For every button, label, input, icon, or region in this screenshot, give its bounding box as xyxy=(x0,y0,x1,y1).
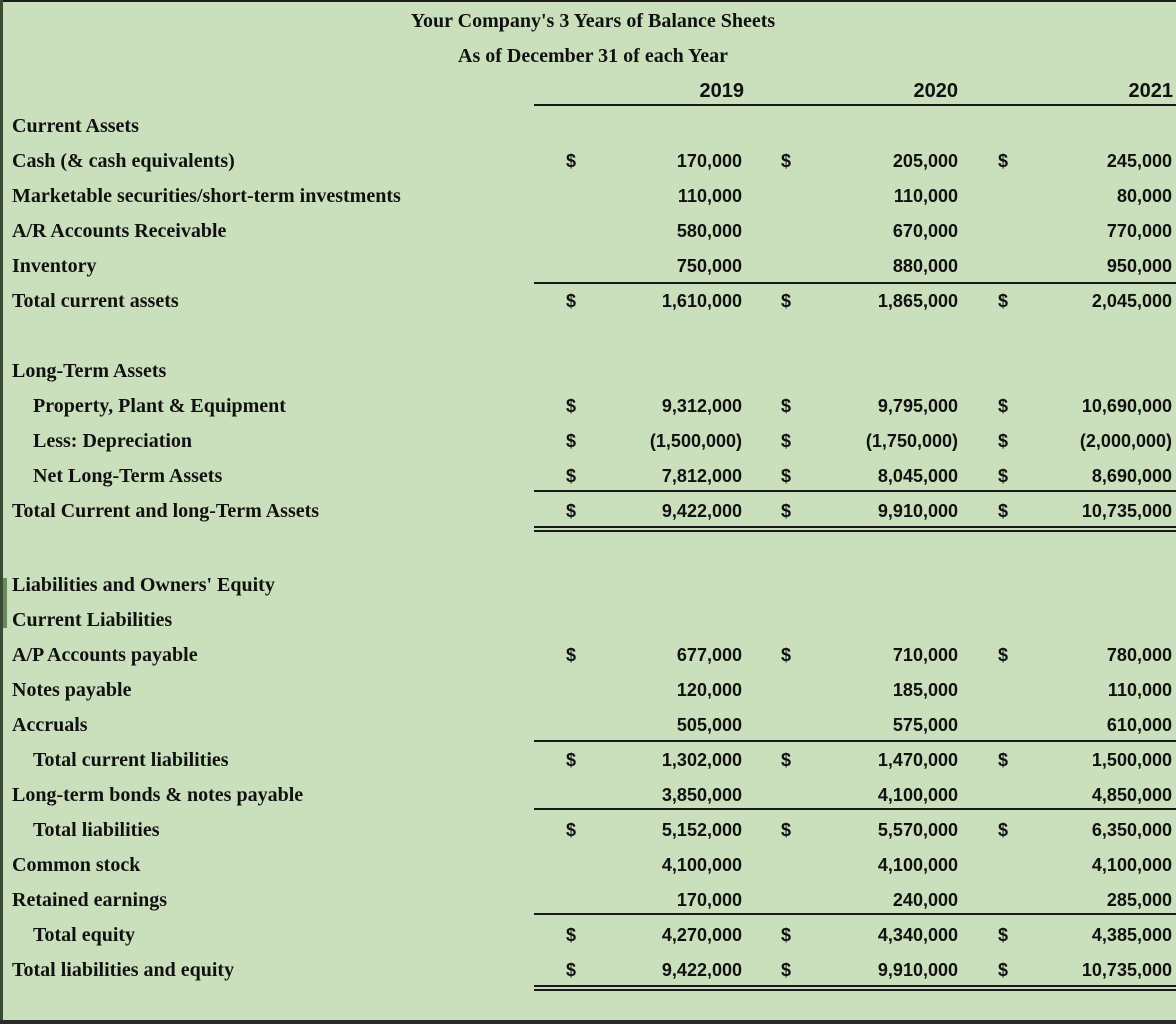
underline-rule-double xyxy=(534,989,1176,991)
cell-value: 9,910,000 xyxy=(877,960,958,980)
cell-value: 4,100,000 xyxy=(661,855,742,875)
cell-value: 240,000 xyxy=(892,890,958,910)
underline-rule xyxy=(534,740,1176,742)
left-edge xyxy=(0,0,3,1024)
cell-value: 2,045,000 xyxy=(1091,291,1172,311)
dollar-sign: $ xyxy=(998,925,1009,945)
row-label: Common stock xyxy=(12,854,141,876)
dollar-sign: $ xyxy=(998,645,1009,665)
cell-value: 670,000 xyxy=(892,221,958,241)
cell-value: 780,000 xyxy=(1106,645,1172,665)
row-label: Long-term bonds & notes payable xyxy=(12,784,304,806)
underline-rule xyxy=(534,282,1176,284)
row-label: Total equity xyxy=(33,924,136,946)
row-label: Inventory xyxy=(12,255,97,277)
year-2020: 2020 xyxy=(913,80,958,102)
row-label: Accruals xyxy=(12,714,88,736)
cell-value: 245,000 xyxy=(1106,151,1172,171)
left-accent xyxy=(3,578,7,628)
cell-value: 6,350,000 xyxy=(1091,820,1172,840)
cell-value: (1,500,000) xyxy=(649,431,742,451)
cell-value: 7,812,000 xyxy=(661,466,742,486)
cell-value: 4,100,000 xyxy=(877,785,958,805)
cell-value: 10,735,000 xyxy=(1081,960,1172,980)
cell-value: 580,000 xyxy=(676,221,742,241)
dollar-sign: $ xyxy=(566,820,577,840)
cell-value: 610,000 xyxy=(1106,715,1172,735)
dollar-sign: $ xyxy=(781,466,792,486)
row-label: Total liabilities xyxy=(33,819,160,841)
cell-value: (2,000,000) xyxy=(1079,431,1172,451)
cell-value: 4,340,000 xyxy=(877,925,958,945)
dollar-sign: $ xyxy=(781,925,792,945)
row-label: Less: Depreciation xyxy=(33,430,193,452)
row-label: Notes payable xyxy=(12,679,132,701)
row-label: A/P Accounts payable xyxy=(12,644,198,666)
cell-value: 1,470,000 xyxy=(877,750,958,770)
dollar-sign: $ xyxy=(566,431,577,451)
row-label: Current Assets xyxy=(12,115,139,137)
dollar-sign: $ xyxy=(781,151,792,171)
dollar-sign: $ xyxy=(566,925,577,945)
dollar-sign: $ xyxy=(998,501,1009,521)
cell-value: 677,000 xyxy=(676,645,742,665)
sheet-subtitle: As of December 31 of each Year xyxy=(458,45,728,67)
dollar-sign: $ xyxy=(998,466,1009,486)
cell-value: 880,000 xyxy=(892,256,958,276)
dollar-sign: $ xyxy=(566,645,577,665)
cell-value: 1,865,000 xyxy=(877,291,958,311)
dollar-sign: $ xyxy=(781,501,792,521)
cell-value: 1,610,000 xyxy=(661,291,742,311)
cell-value: 710,000 xyxy=(892,645,958,665)
underline-rule-double xyxy=(534,530,1176,532)
cell-value: 4,850,000 xyxy=(1091,785,1172,805)
dollar-sign: $ xyxy=(781,960,792,980)
cell-value: 8,045,000 xyxy=(877,466,958,486)
bottom-border xyxy=(0,1020,1176,1024)
row-label: Net Long-Term Assets xyxy=(33,465,223,487)
dollar-sign: $ xyxy=(781,645,792,665)
cell-value: 3,850,000 xyxy=(661,785,742,805)
underline-rule xyxy=(534,985,1176,987)
top-border xyxy=(0,0,1176,2)
cell-value: 9,422,000 xyxy=(661,960,742,980)
dollar-sign: $ xyxy=(566,396,577,416)
cell-value: 185,000 xyxy=(892,680,958,700)
cell-value: 120,000 xyxy=(676,680,742,700)
row-label: Liabilities and Owners' Equity xyxy=(12,574,275,596)
cell-value: 9,795,000 xyxy=(877,396,958,416)
year-2019: 2019 xyxy=(699,80,744,102)
cell-value: 5,152,000 xyxy=(661,820,742,840)
underline-rule xyxy=(534,490,1176,492)
row-label: Marketable securities/short-term investments xyxy=(12,185,401,207)
cell-value: 110,000 xyxy=(893,186,958,206)
cell-value: 9,312,000 xyxy=(661,396,742,416)
cell-value: 1,302,000 xyxy=(661,750,742,770)
cell-value: 950,000 xyxy=(1106,256,1172,276)
dollar-sign: $ xyxy=(781,291,792,311)
cell-value: 10,690,000 xyxy=(1081,396,1172,416)
dollar-sign: $ xyxy=(566,501,577,521)
dollar-sign: $ xyxy=(998,151,1009,171)
row-label: Long-Term Assets xyxy=(12,360,167,382)
underline-rule xyxy=(534,526,1176,528)
dollar-sign: $ xyxy=(566,291,577,311)
cell-value: 170,000 xyxy=(676,151,742,171)
row-label: Total current assets xyxy=(12,290,179,312)
dollar-sign: $ xyxy=(566,151,577,171)
underline-rule xyxy=(534,808,1176,810)
row-label: Property, Plant & Equipment xyxy=(33,395,286,417)
row-label: Cash (& cash equivalents) xyxy=(12,150,235,172)
cell-value: 4,100,000 xyxy=(877,855,958,875)
dollar-sign: $ xyxy=(781,820,792,840)
cell-value: 4,270,000 xyxy=(661,925,742,945)
dollar-sign: $ xyxy=(998,750,1009,770)
cell-value: 285,000 xyxy=(1106,890,1172,910)
dollar-sign: $ xyxy=(566,750,577,770)
cell-value: 205,000 xyxy=(892,151,958,171)
row-label: Retained earnings xyxy=(12,889,167,911)
dollar-sign: $ xyxy=(566,960,577,980)
cell-value: 5,570,000 xyxy=(877,820,958,840)
row-label: Total Current and long-Term Assets xyxy=(12,500,320,522)
row-label: A/R Accounts Receivable xyxy=(12,220,227,242)
cell-value: (1,750,000) xyxy=(865,431,958,451)
row-label: Current Liabilities xyxy=(12,609,173,631)
cell-value: 9,910,000 xyxy=(877,501,958,521)
cell-value: 4,385,000 xyxy=(1091,925,1172,945)
dollar-sign: $ xyxy=(781,396,792,416)
underline-rule xyxy=(534,913,1176,915)
dollar-sign: $ xyxy=(998,431,1009,451)
dollar-sign: $ xyxy=(781,431,792,451)
underline-rule xyxy=(534,104,1176,106)
cell-value: 80,000 xyxy=(1116,186,1172,206)
cell-value: 170,000 xyxy=(676,890,742,910)
cell-value: 8,690,000 xyxy=(1091,466,1172,486)
cell-value: 750,000 xyxy=(676,256,742,276)
cell-value: 505,000 xyxy=(676,715,742,735)
cell-value: 9,422,000 xyxy=(661,501,742,521)
dollar-sign: $ xyxy=(566,466,577,486)
dollar-sign: $ xyxy=(998,820,1009,840)
cell-value: 770,000 xyxy=(1106,221,1172,241)
cell-value: 4,100,000 xyxy=(1091,855,1172,875)
cell-value: 110,000 xyxy=(677,186,742,206)
sheet-title: Your Company's 3 Years of Balance Sheets xyxy=(410,10,776,32)
row-label: Total liabilities and equity xyxy=(12,959,235,981)
year-2021: 2021 xyxy=(1128,80,1173,102)
dollar-sign: $ xyxy=(998,960,1009,980)
row-label: Total current liabilities xyxy=(33,749,229,771)
dollar-sign: $ xyxy=(998,396,1009,416)
cell-value: 1,500,000 xyxy=(1091,750,1172,770)
cell-value: 110,000 xyxy=(1107,680,1172,700)
dollar-sign: $ xyxy=(998,291,1009,311)
cell-value: 10,735,000 xyxy=(1081,501,1172,521)
cell-value: 575,000 xyxy=(892,715,958,735)
dollar-sign: $ xyxy=(781,750,792,770)
